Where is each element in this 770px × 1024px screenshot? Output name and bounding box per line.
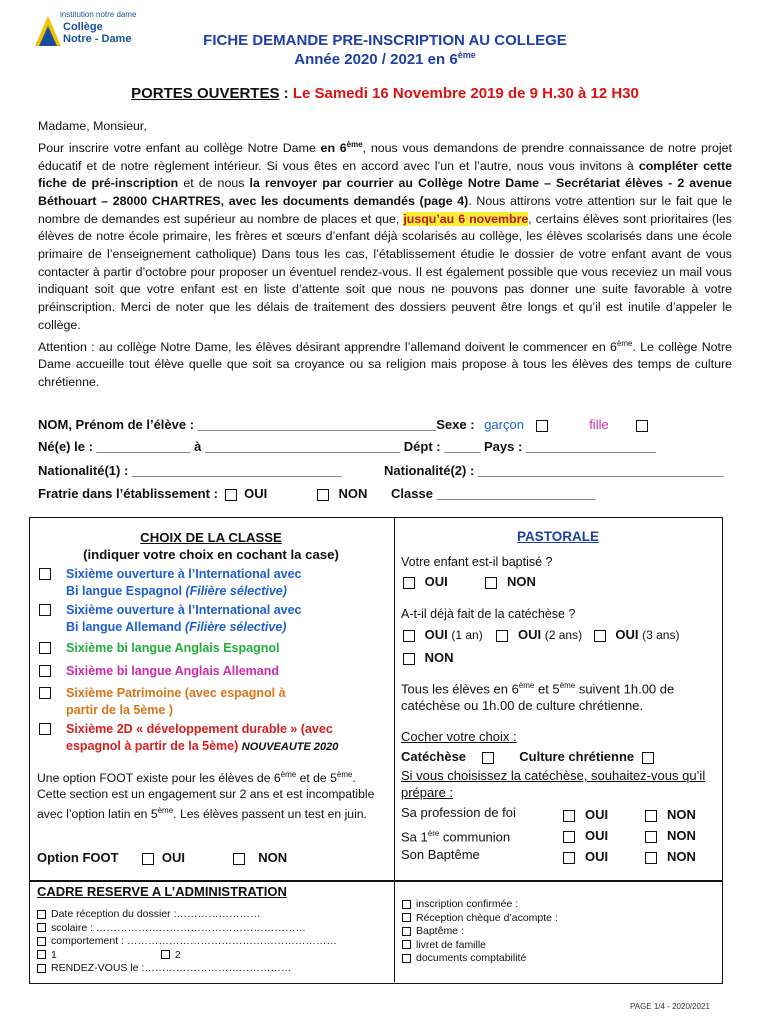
catechesis-3yr-checkbox[interactable] [594,630,606,642]
class-option-checkbox[interactable] [39,604,51,616]
sacrament-yes-column: OUI OUI OUI [563,804,608,867]
gender-girl-checkbox[interactable] [636,420,648,432]
class-option-checkbox[interactable] [39,642,51,654]
catechesis-choice-checkbox[interactable] [482,752,494,764]
siblings-line: Fratrie dans l’établissement : OUI NON Classe ______________________ [38,486,596,501]
profession-row: Sa profession de foi [401,805,516,820]
admin-checkbox[interactable] [402,927,411,936]
class-choice-heading: CHOIX DE LA CLASSE (indiquer votre choix en cochant la case) [83,530,339,562]
baptism-row: Son Baptême [401,847,480,862]
siblings-yes-checkbox[interactable] [225,489,237,501]
pastorale-heading: PASTORALE [516,529,599,544]
admin-checkbox[interactable] [37,950,46,959]
profession-no-checkbox[interactable] [645,810,657,822]
siblings-no-checkbox[interactable] [317,489,329,501]
admin-left-list: Date réception du dossier :…………………… scolaire : …………………………………………………… comportement : …………………………………………………… 1 2 RENDEZ-VOUS le :…………………………………… [37,908,337,976]
catechesis-or-culture: Catéchèse Culture chrétienne [401,748,654,765]
name-field-line: NOM, Prénom de l’élève : _________________________________Sexe : garçon fille [38,417,648,432]
class-option-checkbox[interactable] [39,665,51,677]
logo-institution-text: institution notre dame [60,10,137,19]
admin-checkbox[interactable] [402,940,411,949]
class-option [37,640,279,657]
admin-checkbox[interactable] [37,910,46,919]
admin-checkbox[interactable] [402,913,411,922]
class-option-checkbox[interactable] [39,723,51,735]
catechesis-2yr-checkbox[interactable] [496,630,508,642]
baptized-no-checkbox[interactable] [485,577,497,589]
gender-boy-checkbox[interactable] [536,420,548,432]
column-divider [394,517,395,880]
class-option-label: Sixième Patrimoine (avec espagnol à partir de la 5ème ) [66,686,286,717]
catechesis-answers: OUI (1 an) OUI (2 ans) OUI (3 ans) [403,626,679,644]
foot-no-checkbox[interactable] [233,853,245,865]
foot-option-info: Une option FOOT existe pour les élèves de 6ème et de 5ème. Cette section est un engagement sur 2 ans et est incompatible avec l’option latin en 5ème. Les élèves passent un test en juin. [37,770,375,821]
catechesis-question: A-t-il déjà fait de la catéchèse ? [401,607,576,621]
communion-row: Sa 1ère communion [401,829,511,845]
admin-checkbox[interactable] [402,954,411,963]
class-option [37,566,302,599]
greeting: Madame, Monsieur, [38,119,147,133]
class-option-checkbox[interactable] [39,568,51,580]
sacrament-no-column: NON NON NON [645,804,696,867]
page-footer: PAGE 1/4 - 2020/2021 [630,1002,710,1011]
class-option [37,602,302,635]
admin-checkbox[interactable] [37,923,46,932]
admin-checkbox[interactable] [402,900,411,909]
letter-paragraph-1: Pour inscrire votre enfant au collège Notre Dame en 6ème, nous vous demandons de prendre connaissance de notre projet éducatif et de notre règlement intérieur. Si vous êtes en accord avec l’un et l’autre, nous vous invitons à compléter cette fiche de pré-inscription et de nous la renvoyer par courrier au Collège Notre Dame – Secrétariat élèves - 2 avenue Béthouart – 28000 CHARTRES, avec les documents demandés (page 4). Nous attirons votre attention sur le fait que le nombre de demandes est supérieur au nombre de places et que, jusqu’au 6 novembre, certains élèves sont prioritaires (les élèves de notre école primaire, les frères et sœurs d’enfant déjà scolarisés au collège, les élèves scolarisés dans une école primaire de l’enseignement catholique) Dans tous les cas, l’établissement étudie le dossier de votre enfant avant de vous contacter à partir d’octobre pour proposer un éventuel rendez-vous. Il est également possible que vous receviez un mail vous indiquant soit que votre enfant est en liste d’attente soit que nous ne pouvons pas donner une suite favorable à votre préinscription. Merci de noter que les délais de traitement des dossiers peuvent être longs et qu’il est inutile d’appeler le collège. [38,139,733,332]
profession-yes-checkbox[interactable] [563,810,575,822]
catechesis-none: NON [403,649,454,666]
class-option-label: Sixième 2D « développement durable » (avec espagnol à partir de la 5ème) NOUVEAUTE 2020 [66,722,339,753]
admin-heading: CADRE RESERVE A L’ADMINISTRATION [37,884,287,899]
foot-yes-checkbox[interactable] [142,853,154,865]
class-option [37,721,338,755]
admin-divider [394,880,395,982]
nationality-2-field: Nationalité(2) : __________________________________ [384,463,724,478]
admin-checkbox[interactable] [161,950,170,959]
page-subtitle: Année 2020 / 2021 en 6ème [294,50,476,68]
class-option [37,663,279,680]
page-title: FICHE DEMANDE PRE-INSCRIPTION AU COLLEGE [203,32,567,49]
all-students-note: Tous les élèves en 6ème et 5ème suivent 1h.00 de catéchèse ou 1h.00 de culture chrétienne. [401,681,675,714]
baptized-question: Votre enfant est-il baptisé ? [401,555,553,569]
open-days-line: PORTES OUVERTES : Le Samedi 16 Novembre 2019 de 9 H.30 à 12 H30 [131,85,639,102]
foot-option-line: Option FOOT OUI NON [37,850,288,865]
logo-name: Collège Notre - Dame [63,21,132,45]
class-option-label: Sixième ouverture à l’International avec Bi langue Espagnol (Filière sélective) [66,567,302,598]
communion-no-checkbox[interactable] [645,831,657,843]
nationality-1-field: Nationalité(1) : _____________________________ [38,463,342,478]
baptized-yes-checkbox[interactable] [403,577,415,589]
baptism-yes-checkbox[interactable] [563,852,575,864]
class-option [37,685,286,718]
communion-yes-checkbox[interactable] [563,831,575,843]
baptized-answers: OUI NON [403,573,536,590]
admin-checkbox[interactable] [37,937,46,946]
admin-checkbox[interactable] [37,964,46,973]
class-option-label: Sixième bi langue Anglais Espagnol [66,641,280,655]
choose-label: Cocher votre choix : [401,729,517,744]
catechesis-no-checkbox[interactable] [403,653,415,665]
letter-paragraph-2: Attention : au collège Notre Dame, les élèves désirant apprendre l’allemand doivent le commencer en 6ème. Le collège Notre Dame accueille tout élève quelle que soit sa croyance ou sa religion mais propose à tous les élèves des temps de culture chrétienne. [38,338,732,390]
catechesis-1yr-checkbox[interactable] [403,630,415,642]
class-option-label: Sixième ouverture à l’International avec Bi langue Allemand (Filière sélective) [66,603,302,634]
class-option-label: Sixième bi langue Anglais Allemand [66,664,280,678]
birth-field-line: Né(e) le : _____________ à ___________________________ Dépt : _____ Pays : __________________ [38,439,657,454]
culture-choice-checkbox[interactable] [642,752,654,764]
prepare-question: Si vous choisissez la catéchèse, souhaitez-vous qu’il prépare : [401,768,706,800]
letter-body [38,118,732,392]
class-option-checkbox[interactable] [39,687,51,699]
baptism-no-checkbox[interactable] [645,852,657,864]
admin-right-list: inscription confirmée : Réception chèque d’acompte : Baptême : livret de famille documents comptabilité [402,898,558,966]
